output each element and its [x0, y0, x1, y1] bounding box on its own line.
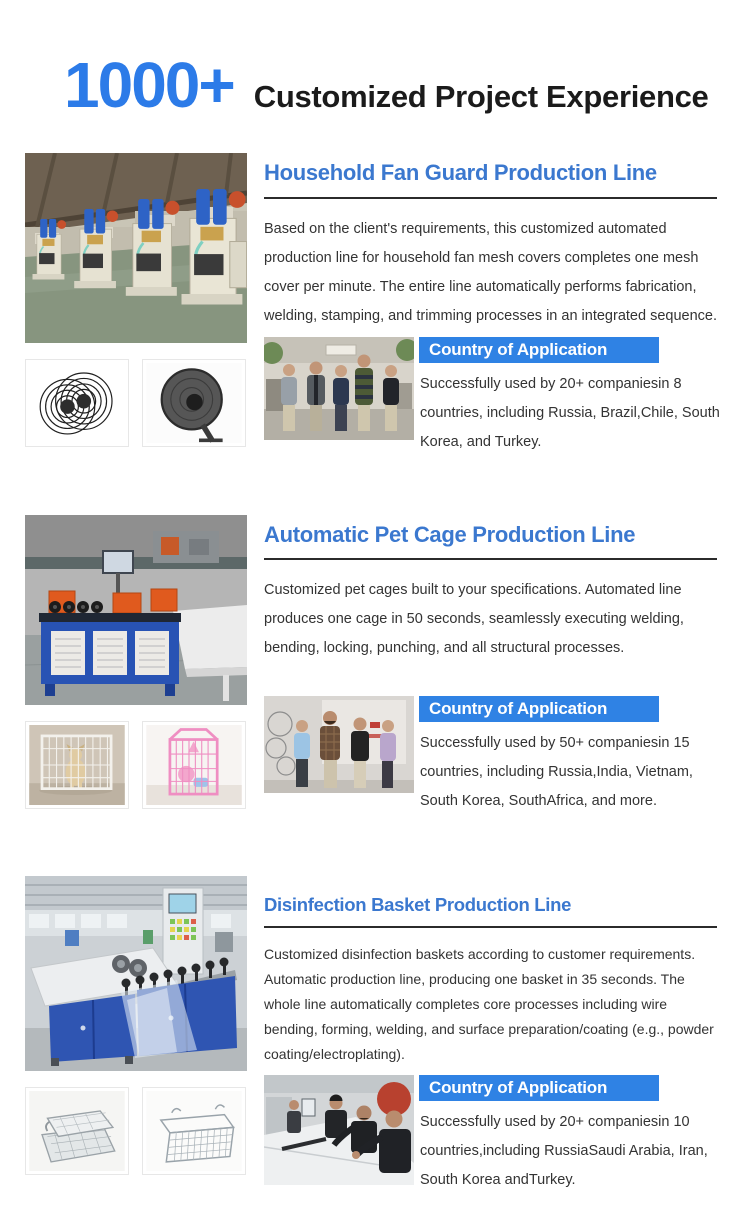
fan-guard-welding-machines-photo: [25, 153, 247, 343]
country-of-application-banner: Country of Application: [419, 337, 659, 363]
country-usage-text: Successfully used by 20+ companiesin 8 countries, including Russia, Brazil,Chile, South Korea, and Turkey.: [420, 375, 720, 450]
country-of-application-block: [419, 696, 725, 816]
page-header: [0, 0, 750, 120]
client-visit-group-photo: [264, 337, 414, 440]
mesh-baskets-illustration: [29, 1091, 125, 1171]
section-heading: Household Fan Guard Production Line: [264, 160, 657, 186]
stacked-mesh-baskets-photo: [25, 1087, 129, 1175]
section-images-column: [25, 153, 247, 456]
white-dog-cage-photo: [25, 721, 129, 809]
country-of-application-block: [419, 1075, 725, 1195]
country-of-application-banner: Country of Application: [419, 1075, 659, 1101]
country-of-application-row: [264, 696, 725, 816]
pink-cage-illustration: [146, 725, 242, 805]
wire-storage-basket-photo: [142, 1087, 246, 1175]
five-visitors-illustration: [264, 337, 414, 440]
section-images-column: [25, 515, 247, 816]
section-text-column: [264, 153, 725, 456]
wire-basket-illustration: [146, 1091, 242, 1171]
section-disinfection-basket: [25, 876, 725, 1195]
black-fan-guard-covers-photo: [25, 359, 129, 447]
pet-cage-machine-illustration: [25, 515, 247, 705]
product-thumbnails: [25, 721, 247, 809]
heading-divider: [264, 197, 717, 199]
client-inspection-photo: [264, 1075, 414, 1185]
pink-pet-cage-photo: [142, 721, 246, 809]
product-thumbnails: [25, 359, 247, 447]
client-visit-group-photo: [264, 696, 414, 793]
country-usage-text: Successfully used by 50+ companiesin 15 countries, including Russia,India, Vietnam, South Korea, SouthAfrica, and more.: [420, 735, 693, 810]
country-of-application-block: [419, 337, 725, 457]
section-text-column: [264, 515, 725, 816]
section-text-column: [264, 876, 725, 1195]
wall-mounted-fan-photo: [142, 359, 246, 447]
section-pet-cage: [25, 515, 725, 816]
country-of-application-banner: Country of Application: [419, 696, 659, 722]
wall-fan-illustration: [146, 363, 242, 443]
section-description: Customized pet cages built to your specifications. Automated line produces one cage in 50 seconds, seamlessly executing welding, bending, locking, punching, and all structural processes.: [264, 582, 684, 657]
page-title: Customized Project Experience: [253, 79, 709, 114]
heading-divider: [264, 926, 717, 928]
section-fan-guard: [25, 153, 725, 456]
country-of-application-row: [264, 337, 725, 457]
section-description: Based on the client's requirements, this customized automated production line for household fan mesh covers completes one mesh cover per minute. The entire line automatically performs fabrication, welding, stamping, and trimming processes in an integrated sequence.: [264, 220, 717, 324]
section-heading: Automatic Pet Cage Production Line: [264, 521, 636, 547]
section-images-column: [25, 876, 247, 1195]
four-visitors-illustration: [264, 696, 414, 793]
heading-divider: [264, 558, 717, 560]
wire-bending-machine-illustration: [25, 876, 247, 1071]
dog-cage-illustration: [29, 725, 125, 805]
experience-count: 1000+: [64, 49, 234, 121]
country-usage-text: Successfully used by 20+ companiesin 10 countries,including RussiaSaudi Arabia, Iran, South Korea andTurkey.: [420, 1114, 708, 1189]
factory-welding-machines-illustration: [25, 153, 247, 343]
country-of-application-row: [264, 1075, 725, 1195]
wire-bending-machine-photo: [25, 876, 247, 1071]
section-heading: Disinfection Basket Production Line: [264, 894, 572, 916]
wire-straightening-machine-photo: [25, 515, 247, 705]
machine-inspection-illustration: [264, 1075, 414, 1185]
fan-guards-illustration: [29, 363, 125, 443]
section-description: Customized disinfection baskets according to customer requirements. Automatic production line, producing one basket in 35 seconds. The whole line automatically completes core processes including wire bending, forming, welding, and surface preparation/coating (e.g., powder coating/electroplating).: [264, 946, 714, 1063]
product-thumbnails: [25, 1087, 247, 1175]
